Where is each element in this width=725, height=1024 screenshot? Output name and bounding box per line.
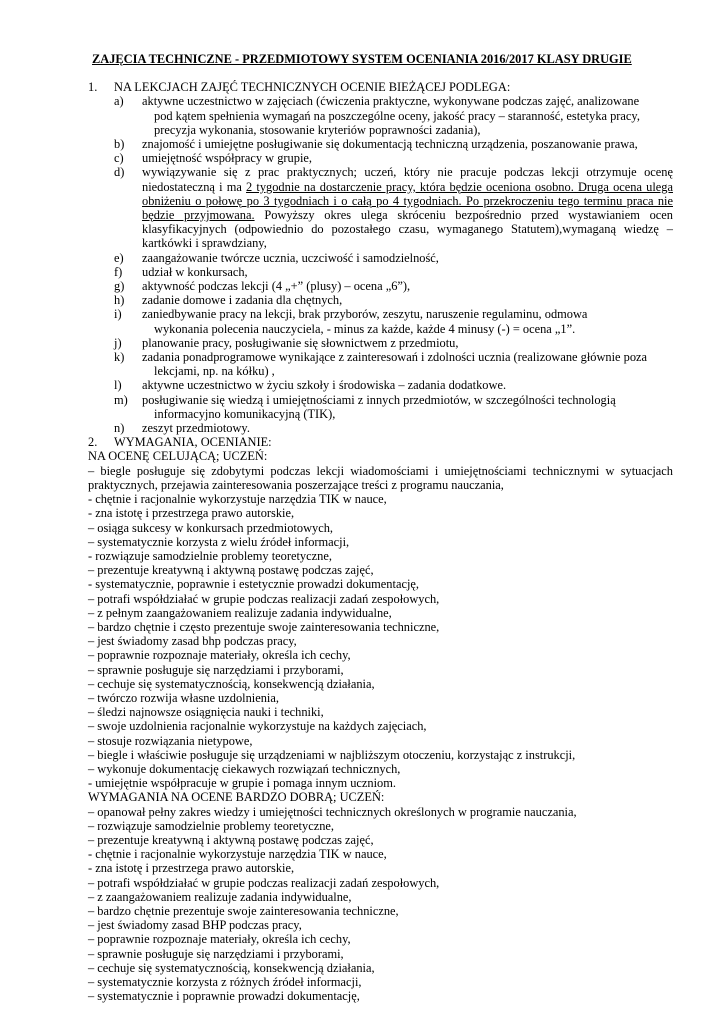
requirement-line: – swoje uzdolnienia racjonalnie wykorzystuje na każdych zajęciach, xyxy=(88,719,427,734)
requirement-line: – cechuje się systematycznością, konsekwencją działania, xyxy=(88,960,375,975)
item-letter: e) xyxy=(114,250,124,265)
item-text xyxy=(142,137,673,151)
requirement-line: – jest świadomy zasad bhp podczas pracy, xyxy=(88,634,297,649)
item-text xyxy=(142,393,673,421)
requirement-line: – sprawnie posługuje się narzędziami i przyborami, xyxy=(88,662,344,677)
item-letter: h) xyxy=(114,293,125,308)
section-heading: NA LEKCJACH ZAJĘĆ TECHNICZNYCH OCENIE BIEŻĄCEJ PODLEGA: xyxy=(114,80,511,95)
requirement-line: – cechuje się systematycznością, konsekwencją działania, xyxy=(88,676,375,691)
list-item xyxy=(88,336,673,350)
requirement-line: – poprawnie rozpoznaje materiały, określa ich cechy, xyxy=(88,648,351,663)
section-heading: WYMAGANIA, OCENIANIE: xyxy=(114,435,272,450)
item-text-line: udział w konkursach, xyxy=(142,264,248,279)
list-item xyxy=(88,265,673,279)
item-text-underlined: 2 tygodnie na dostarczenie pracy, która będzie oceniona osobno. Druga ocena ulega obniżeniu o połowę po 3 tygodniach i o całą po 4 tygodniach. Po przekroczeniu tego terminu praca nie będzie przyjmowana. xyxy=(142,179,673,223)
item-text-line: zadanie domowe i zadania dla chętnych, xyxy=(142,293,343,308)
requirement-line: – poprawnie rozpoznaje materiały, określa ich cechy, xyxy=(88,932,351,947)
requirement-line: – opanował pełny zakres wiedzy i umiejętności technicznych określonych w programie nauczania, xyxy=(88,804,577,819)
requirement-line: – bardzo chętnie i często prezentuje swoje zainteresowania techniczne, xyxy=(88,619,440,634)
requirement-line: – systematycznie korzysta z różnych źródeł informacji, xyxy=(88,975,362,989)
item-text xyxy=(142,251,673,265)
document-title: ZAJĘCIA TECHNICZNE - PRZEDMIOTOWY SYSTEM OCENIANIA 2016/2017 KLASY DRUGIE xyxy=(92,52,632,66)
item-letter: b) xyxy=(114,137,125,152)
item-letter: m) xyxy=(114,392,128,407)
list-item xyxy=(88,350,673,378)
item-text-line: zeszyt przedmiotowy. xyxy=(142,421,250,436)
item-letter: c) xyxy=(114,151,124,166)
requirement-line: – potrafi współdziałać w grupie podczas realizacji zadań zespołowych, xyxy=(88,875,440,890)
item-letter: d) xyxy=(114,165,125,180)
item-letter: l) xyxy=(114,378,122,393)
item-text-line: lekcjami, np. na kółku) , xyxy=(154,364,275,379)
requirement-line: – potrafi współdziałać w grupie podczas realizacji zadań zespołowych, xyxy=(88,591,440,606)
list-item xyxy=(88,151,673,165)
grade-bardzo-dobra-heading: WYMAGANIA NA OCENE BARDZO DOBRĄ; UCZEŃ: xyxy=(88,790,385,805)
requirement-line: – prezentuje kreatywną i aktywną postawę podczas zajęć, xyxy=(88,832,374,847)
requirement-line: - rozwiązuje samodzielnie problemy teoretyczne, xyxy=(88,548,332,563)
item-letter: i) xyxy=(114,307,122,322)
requirement-line: – stosuje rozwiązania nietypowe, xyxy=(88,733,253,748)
requirement-line: - umiejętnie współpracuje w grupie i pomaga innym uczniom. xyxy=(88,776,396,791)
item-text xyxy=(142,265,673,279)
requirement-line: – systematycznie i poprawnie prowadzi dokumentację, xyxy=(88,989,360,1004)
item-letter: n) xyxy=(114,421,125,436)
item-text-line: aktywność podczas lekcji (4 „+” (plusy) – ocena „6”), xyxy=(142,279,411,294)
item-text-part: Powyższy okres ulega skróceniu bezpośrednio przed wystawianiem ocen klasyfikacyjnych (odpowiednio do pozostałego czasu, wymaganego Statutem),wymaganą wiedzę – kartkówki i sprawdziany, xyxy=(142,208,673,251)
item-text-line: umiejętność współpracy w grupie, xyxy=(142,151,312,166)
item-text-line: aktywne uczestnictwo w życiu szkoły i środowiska – zadania dodatkowe. xyxy=(142,378,507,393)
item-text-line: informacyjno komunikacyjną (TIK), xyxy=(154,406,336,421)
item-text-line: zaniedbywanie pracy na lekcji, brak przyborów, zeszytu, naruszenie regulaminu, odmowa xyxy=(142,307,588,322)
item-text-line: posługiwanie się wiedzą i umiejętnościami z innych przedmiotów, w szczególności technologią xyxy=(142,392,616,407)
item-text-part: wywiązywanie się z prac praktycznych; uczeń, który nie pracuje podczas lekcji otrzymuje ocenę niedostateczną i ma xyxy=(142,165,673,194)
requirement-line: - systematycznie, poprawnie i estetycznie prowadzi dokumentację, xyxy=(88,577,419,592)
requirement-line: – biegle posługuje się zdobytymi podczas lekcji wiadomościami i umiejętnościami technicznymi w sytuacjach praktycznych, przejawia zainteresowania poszerzające treści z programu nauczania, xyxy=(88,463,673,492)
requirement-line: – systematycznie korzysta z wielu źródeł informacji, xyxy=(88,534,350,549)
item-text xyxy=(142,165,673,250)
section-number: 2. xyxy=(88,435,98,450)
list-item xyxy=(88,279,673,293)
item-text xyxy=(142,94,673,137)
requirement-line: – sprawnie posługuje się narzędziami i przyborami, xyxy=(88,946,344,961)
section-1-heading xyxy=(88,80,673,94)
item-text-line: zadania ponadprogramowe wynikające z zainteresowań i zdolności ucznia (realizowane głównie poza xyxy=(142,350,648,365)
list-item xyxy=(88,251,673,265)
requirement-line: – wykonuje dokumentację ciekawych rozwiązań technicznych, xyxy=(88,761,401,776)
requirement-line: - zna istotę i przestrzega prawo autorskie, xyxy=(88,861,295,876)
item-text xyxy=(142,421,673,435)
item-text-line: precyzja wykonania, stosowanie kryteriów poprawności zadania), xyxy=(154,122,481,137)
section-number: 1. xyxy=(88,80,98,95)
list-item xyxy=(88,378,673,392)
item-text xyxy=(142,151,673,165)
item-letter: k) xyxy=(114,350,125,365)
item-letter: f) xyxy=(114,264,123,279)
requirement-line: – z zaangażowaniem realizuje zadania indywidualne, xyxy=(88,889,352,904)
requirement-line: – bardzo chętnie prezentuje swoje zainteresowania techniczne, xyxy=(88,903,399,918)
item-text-line: zaangażowanie twórcze ucznia, uczciwość i samodzielność, xyxy=(142,250,439,265)
assessment-items-list xyxy=(88,94,673,435)
requirement-line: – prezentuje kreatywną i aktywną postawę podczas zajęć, xyxy=(88,563,374,578)
list-item xyxy=(88,421,673,435)
item-text xyxy=(142,350,673,378)
grade-celujaca-list xyxy=(88,464,673,791)
requirement-line: – śledzi najnowsze osiągnięcia nauki i techniki, xyxy=(88,705,324,720)
list-item xyxy=(88,393,673,421)
grade-bardzo-dobra-list xyxy=(88,805,673,1004)
requirement-line: – biegle i właściwie posługuje się urządzeniami w najbliższym otoczeniu, korzystając z instrukcji, xyxy=(88,747,576,762)
requirement-line: - chętnie i racjonalnie wykorzystuje narzędzia TIK w nauce, xyxy=(88,847,387,862)
requirement-line: - zna istotę i przestrzega prawo autorskie, xyxy=(88,506,295,521)
item-text-line: znajomość i umiejętne posługiwanie się dokumentacją techniczną urządzenia, poszanowanie prawa, xyxy=(142,137,638,152)
item-letter: g) xyxy=(114,279,125,294)
requirement-line: – z pełnym zaangażowaniem realizuje zadania indywidualne, xyxy=(88,605,392,620)
item-text xyxy=(142,293,673,307)
list-item xyxy=(88,137,673,151)
requirement-line: – rozwiązuje samodzielnie problemy teoretyczne, xyxy=(88,818,334,833)
requirement-line: - chętnie i racjonalnie wykorzystuje narzędzia TIK w nauce, xyxy=(88,492,387,507)
item-text xyxy=(142,378,673,392)
item-text xyxy=(142,307,673,335)
list-item xyxy=(88,94,673,137)
item-text-line: pod kątem spełnienia wymagań na poszczególne oceny, jakość pracy – staranność, estetyka pracy, xyxy=(154,108,640,123)
requirement-line: – jest świadomy zasad BHP podczas pracy, xyxy=(88,918,302,933)
list-item xyxy=(88,293,673,307)
item-text-line: wykonania polecenia nauczyciela, - minus za każde, każde 4 minusy (-) = ocena „1”. xyxy=(154,321,576,336)
requirement-line: – osiąga sukcesy w konkursach przedmiotowych, xyxy=(88,520,333,535)
section-2-heading xyxy=(88,435,673,449)
item-text-line: aktywne uczestnictwo w zajęciach (ćwiczenia praktyczne, wykonywane podczas zajęć, analizowane xyxy=(142,94,640,109)
item-text xyxy=(142,279,673,293)
requirement-line: – twórczo rozwija własne uzdolnienia, xyxy=(88,690,279,705)
grade-celujaca-heading: NA OCENĘ CELUJĄCĄ; UCZEŃ: xyxy=(88,449,268,464)
list-item xyxy=(88,165,673,250)
list-item xyxy=(88,307,673,335)
item-text-line: planowanie pracy, posługiwanie się słownictwem z przedmiotu, xyxy=(142,335,459,350)
item-text xyxy=(142,336,673,350)
item-letter: a) xyxy=(114,94,124,109)
item-letter: j) xyxy=(114,335,122,350)
